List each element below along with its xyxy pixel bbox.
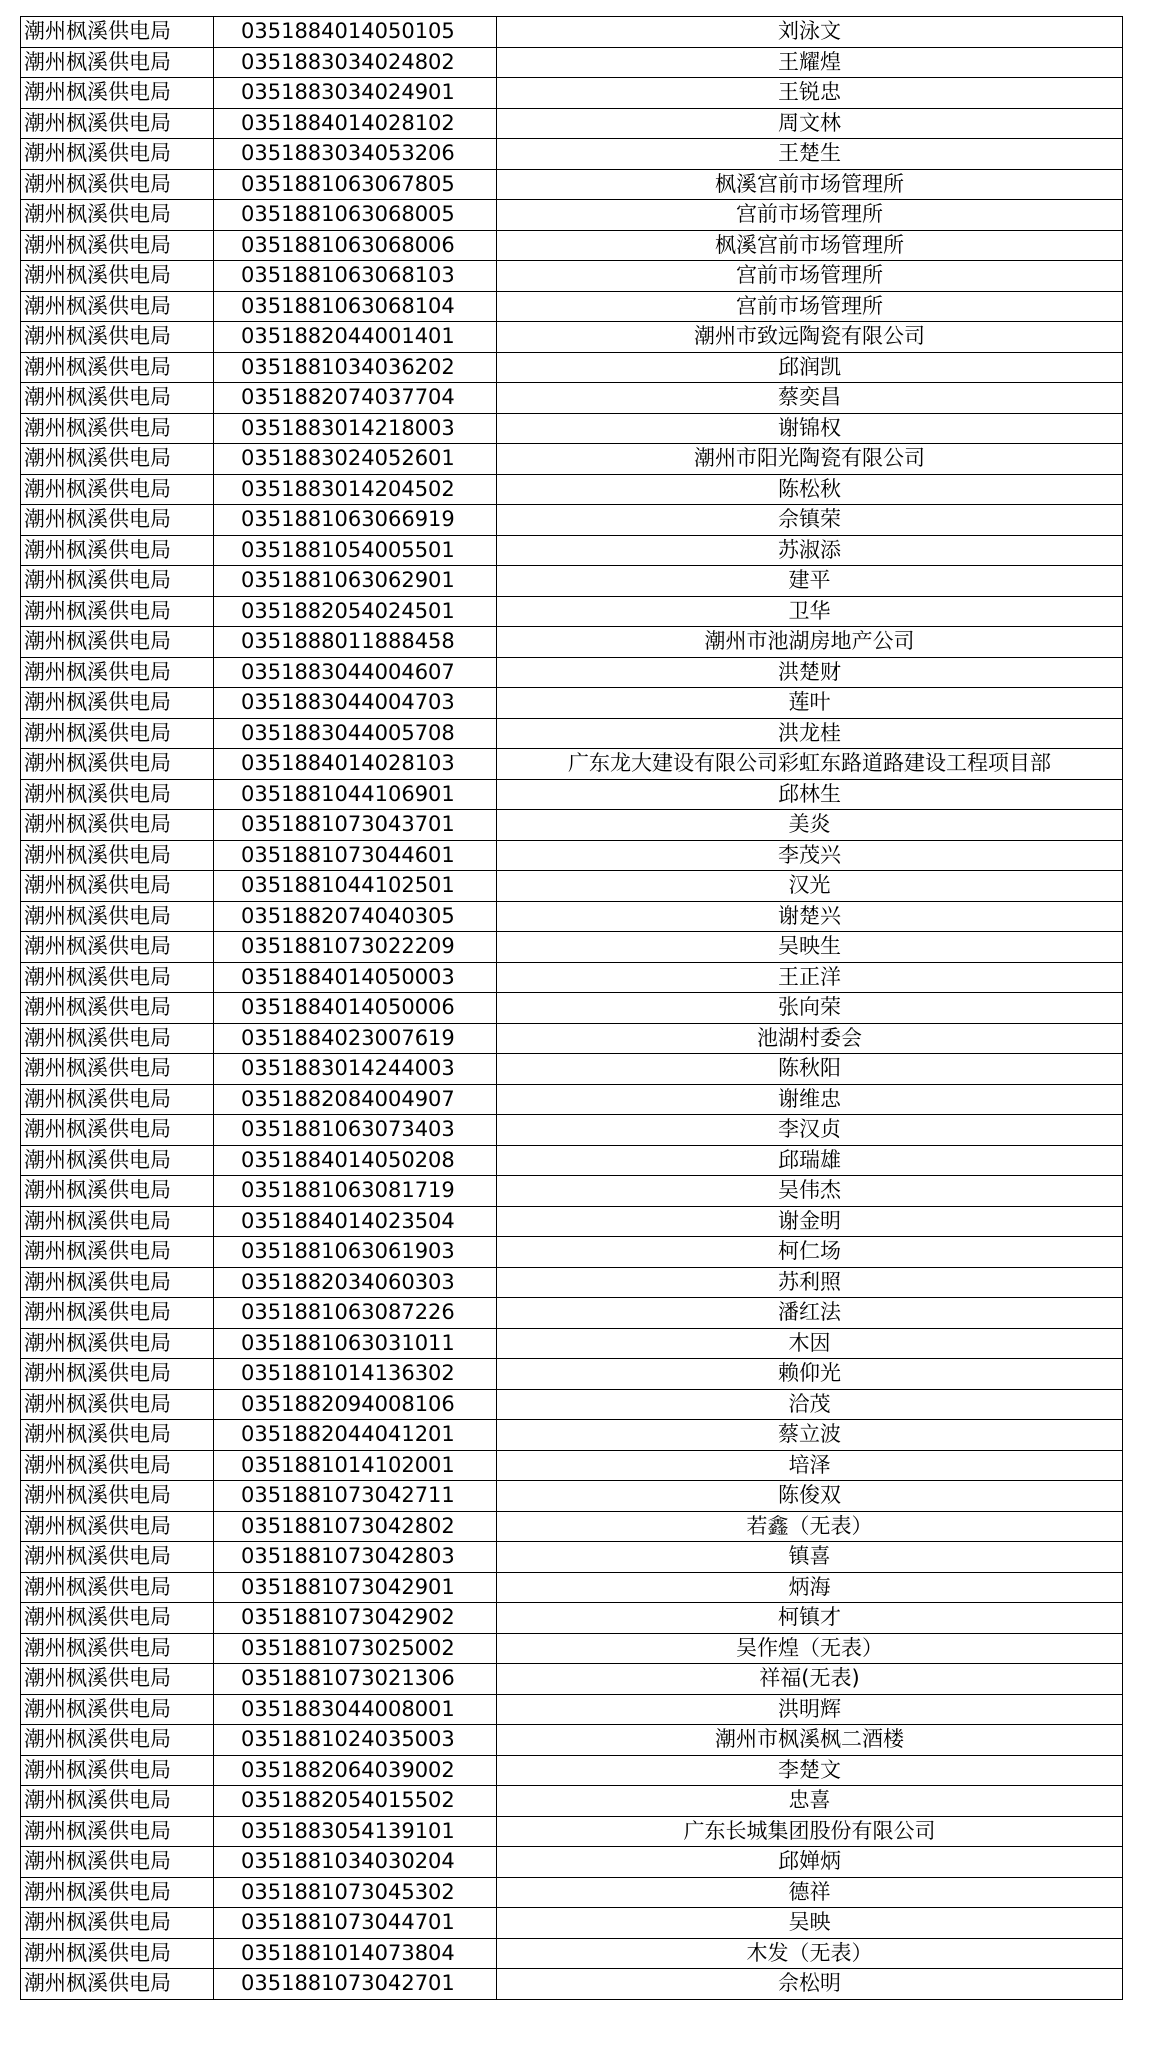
bureau-cell: 潮州枫溪供电局 (21, 1725, 214, 1756)
table-row (21, 1694, 1123, 1725)
bureau-cell: 潮州枫溪供电局 (21, 1481, 214, 1512)
customer-name-cell: 邱婵炳 (497, 1847, 1123, 1878)
table-row (21, 352, 1123, 383)
customer-name-cell: 镇喜 (497, 1542, 1123, 1573)
customer-name-cell: 佘镇荣 (497, 505, 1123, 536)
table-row (21, 1023, 1123, 1054)
table-row (21, 810, 1123, 841)
bureau-cell: 潮州枫溪供电局 (21, 596, 214, 627)
table-row (21, 1237, 1123, 1268)
customer-name-cell: 若鑫（无表） (497, 1511, 1123, 1542)
bureau-cell: 潮州枫溪供电局 (21, 1572, 214, 1603)
table-row (21, 962, 1123, 993)
account-number-cell: 0351883014244003 (214, 1054, 497, 1085)
customer-table (20, 16, 1123, 2000)
account-number-cell: 0351883034024802 (214, 47, 497, 78)
bureau-cell: 潮州枫溪供电局 (21, 1908, 214, 1939)
bureau-cell: 潮州枫溪供电局 (21, 627, 214, 658)
table-row (21, 749, 1123, 780)
customer-name-cell: 陈秋阳 (497, 1054, 1123, 1085)
customer-name-cell: 洽茂 (497, 1389, 1123, 1420)
account-number-cell: 0351881024035003 (214, 1725, 497, 1756)
table-row (21, 1450, 1123, 1481)
account-number-cell: 0351881073045302 (214, 1877, 497, 1908)
table-row (21, 17, 1123, 48)
account-number-cell: 0351881063068104 (214, 291, 497, 322)
account-number-cell: 0351881073042802 (214, 1511, 497, 1542)
table-row (21, 1847, 1123, 1878)
table-row (21, 1389, 1123, 1420)
bureau-cell: 潮州枫溪供电局 (21, 1359, 214, 1390)
customer-name-cell: 德祥 (497, 1877, 1123, 1908)
bureau-cell: 潮州枫溪供电局 (21, 139, 214, 170)
customer-name-cell: 吴伟杰 (497, 1176, 1123, 1207)
table-row (21, 871, 1123, 902)
bureau-cell: 潮州枫溪供电局 (21, 810, 214, 841)
table-row (21, 139, 1123, 170)
customer-table-body (21, 17, 1123, 2000)
customer-name-cell: 忠喜 (497, 1786, 1123, 1817)
account-number-cell: 0351884014050006 (214, 993, 497, 1024)
bureau-cell: 潮州枫溪供电局 (21, 1755, 214, 1786)
customer-name-cell: 柯仁场 (497, 1237, 1123, 1268)
bureau-cell: 潮州枫溪供电局 (21, 1145, 214, 1176)
table-row (21, 1969, 1123, 2000)
customer-name-cell: 木因 (497, 1328, 1123, 1359)
bureau-cell: 潮州枫溪供电局 (21, 505, 214, 536)
account-number-cell: 0351884014050003 (214, 962, 497, 993)
bureau-cell: 潮州枫溪供电局 (21, 17, 214, 48)
table-row (21, 108, 1123, 139)
bureau-cell: 潮州枫溪供电局 (21, 1969, 214, 2000)
account-number-cell: 0351881073022209 (214, 932, 497, 963)
table-row (21, 1267, 1123, 1298)
customer-name-cell: 蔡奕昌 (497, 383, 1123, 414)
account-number-cell: 0351888011888458 (214, 627, 497, 658)
table-row (21, 169, 1123, 200)
table-row (21, 932, 1123, 963)
customer-name-cell: 宫前市场管理所 (497, 200, 1123, 231)
customer-name-cell: 洪明辉 (497, 1694, 1123, 1725)
table-row (21, 1054, 1123, 1085)
account-number-cell: 0351883044008001 (214, 1694, 497, 1725)
bureau-cell: 潮州枫溪供电局 (21, 1603, 214, 1634)
bureau-cell: 潮州枫溪供电局 (21, 1084, 214, 1115)
table-row (21, 291, 1123, 322)
bureau-cell: 潮州枫溪供电局 (21, 1786, 214, 1817)
table-row (21, 1908, 1123, 1939)
account-number-cell: 0351883054139101 (214, 1816, 497, 1847)
customer-name-cell: 李汉贞 (497, 1115, 1123, 1146)
customer-name-cell: 潘红法 (497, 1298, 1123, 1329)
bureau-cell: 潮州枫溪供电局 (21, 718, 214, 749)
table-row (21, 1755, 1123, 1786)
bureau-cell: 潮州枫溪供电局 (21, 444, 214, 475)
bureau-cell: 潮州枫溪供电局 (21, 230, 214, 261)
table-row (21, 1603, 1123, 1634)
bureau-cell: 潮州枫溪供电局 (21, 1115, 214, 1146)
table-row (21, 383, 1123, 414)
bureau-cell: 潮州枫溪供电局 (21, 1542, 214, 1573)
account-number-cell: 0351881014136302 (214, 1359, 497, 1390)
bureau-cell: 潮州枫溪供电局 (21, 108, 214, 139)
account-number-cell: 0351881044106901 (214, 779, 497, 810)
customer-name-cell: 谢楚兴 (497, 901, 1123, 932)
table-row (21, 779, 1123, 810)
account-number-cell: 0351884023007619 (214, 1023, 497, 1054)
table-row (21, 200, 1123, 231)
table-row (21, 1420, 1123, 1451)
bureau-cell: 潮州枫溪供电局 (21, 1389, 214, 1420)
customer-name-cell: 潮州市阳光陶瓷有限公司 (497, 444, 1123, 475)
customer-name-cell: 培泽 (497, 1450, 1123, 1481)
table-row (21, 1206, 1123, 1237)
customer-name-cell: 谢金明 (497, 1206, 1123, 1237)
customer-name-cell: 谢维忠 (497, 1084, 1123, 1115)
customer-name-cell: 吴映生 (497, 932, 1123, 963)
account-number-cell: 0351881063031011 (214, 1328, 497, 1359)
account-number-cell: 0351882074040305 (214, 901, 497, 932)
customer-name-cell: 池湖村委会 (497, 1023, 1123, 1054)
account-number-cell: 0351881063081719 (214, 1176, 497, 1207)
table-row (21, 78, 1123, 109)
bureau-cell: 潮州枫溪供电局 (21, 47, 214, 78)
table-row (21, 535, 1123, 566)
customer-name-cell: 广东长城集团股份有限公司 (497, 1816, 1123, 1847)
customer-name-cell: 枫溪宫前市场管理所 (497, 169, 1123, 200)
customer-name-cell: 王楚生 (497, 139, 1123, 170)
customer-name-cell: 宫前市场管理所 (497, 291, 1123, 322)
customer-name-cell: 邱润凯 (497, 352, 1123, 383)
customer-name-cell: 炳海 (497, 1572, 1123, 1603)
account-number-cell: 0351881073042902 (214, 1603, 497, 1634)
table-row (21, 1298, 1123, 1329)
table-row (21, 993, 1123, 1024)
account-number-cell: 0351881063068005 (214, 200, 497, 231)
account-number-cell: 0351881073044601 (214, 840, 497, 871)
table-row (21, 322, 1123, 353)
account-number-cell: 0351881063068006 (214, 230, 497, 261)
table-row (21, 444, 1123, 475)
account-number-cell: 0351883044005708 (214, 718, 497, 749)
bureau-cell: 潮州枫溪供电局 (21, 749, 214, 780)
table-row (21, 261, 1123, 292)
table-row (21, 566, 1123, 597)
bureau-cell: 潮州枫溪供电局 (21, 1237, 214, 1268)
table-row (21, 230, 1123, 261)
account-number-cell: 0351881073021306 (214, 1664, 497, 1695)
table-row (21, 1481, 1123, 1512)
account-number-cell: 0351881063066919 (214, 505, 497, 536)
account-number-cell: 0351881063068103 (214, 261, 497, 292)
account-number-cell: 0351881073043701 (214, 810, 497, 841)
bureau-cell: 潮州枫溪供电局 (21, 535, 214, 566)
table-row (21, 1786, 1123, 1817)
bureau-cell: 潮州枫溪供电局 (21, 1816, 214, 1847)
account-number-cell: 0351884014028102 (214, 108, 497, 139)
customer-name-cell: 谢锦权 (497, 413, 1123, 444)
bureau-cell: 潮州枫溪供电局 (21, 352, 214, 383)
account-number-cell: 0351881044102501 (214, 871, 497, 902)
account-number-cell: 0351881014102001 (214, 1450, 497, 1481)
customer-name-cell: 吴映 (497, 1908, 1123, 1939)
bureau-cell: 潮州枫溪供电局 (21, 688, 214, 719)
table-row (21, 47, 1123, 78)
customer-name-cell: 佘松明 (497, 1969, 1123, 2000)
bureau-cell: 潮州枫溪供电局 (21, 901, 214, 932)
table-row (21, 657, 1123, 688)
account-number-cell: 0351881014073804 (214, 1938, 497, 1969)
customer-name-cell: 潮州市池湖房地产公司 (497, 627, 1123, 658)
table-row (21, 1145, 1123, 1176)
table-row (21, 596, 1123, 627)
bureau-cell: 潮州枫溪供电局 (21, 566, 214, 597)
bureau-cell: 潮州枫溪供电局 (21, 1877, 214, 1908)
customer-name-cell: 洪龙桂 (497, 718, 1123, 749)
bureau-cell: 潮州枫溪供电局 (21, 932, 214, 963)
customer-name-cell: 汉光 (497, 871, 1123, 902)
account-number-cell: 0351881073042711 (214, 1481, 497, 1512)
customer-name-cell: 祥福(无表) (497, 1664, 1123, 1695)
account-number-cell: 0351884014023504 (214, 1206, 497, 1237)
customer-name-cell: 李茂兴 (497, 840, 1123, 871)
account-number-cell: 0351882064039002 (214, 1755, 497, 1786)
table-row (21, 1877, 1123, 1908)
account-number-cell: 0351883014204502 (214, 474, 497, 505)
table-row (21, 627, 1123, 658)
bureau-cell: 潮州枫溪供电局 (21, 474, 214, 505)
customer-name-cell: 柯镇才 (497, 1603, 1123, 1634)
bureau-cell: 潮州枫溪供电局 (21, 1694, 214, 1725)
table-row (21, 1542, 1123, 1573)
table-row (21, 1511, 1123, 1542)
customer-name-cell: 赖仰光 (497, 1359, 1123, 1390)
customer-name-cell: 刘泳文 (497, 17, 1123, 48)
customer-name-cell: 李楚文 (497, 1755, 1123, 1786)
customer-name-cell: 陈松秋 (497, 474, 1123, 505)
account-number-cell: 0351881073042701 (214, 1969, 497, 2000)
account-number-cell: 0351881063087226 (214, 1298, 497, 1329)
table-row (21, 1084, 1123, 1115)
customer-name-cell: 宫前市场管理所 (497, 261, 1123, 292)
bureau-cell: 潮州枫溪供电局 (21, 1176, 214, 1207)
bureau-cell: 潮州枫溪供电局 (21, 1267, 214, 1298)
bureau-cell: 潮州枫溪供电局 (21, 1023, 214, 1054)
account-number-cell: 0351881063061903 (214, 1237, 497, 1268)
customer-name-cell: 枫溪宫前市场管理所 (497, 230, 1123, 261)
customer-name-cell: 邱林生 (497, 779, 1123, 810)
account-number-cell: 0351882074037704 (214, 383, 497, 414)
customer-name-cell: 陈俊双 (497, 1481, 1123, 1512)
table-row (21, 1328, 1123, 1359)
bureau-cell: 潮州枫溪供电局 (21, 962, 214, 993)
bureau-cell: 潮州枫溪供电局 (21, 657, 214, 688)
table-row (21, 413, 1123, 444)
bureau-cell: 潮州枫溪供电局 (21, 1054, 214, 1085)
bureau-cell: 潮州枫溪供电局 (21, 779, 214, 810)
table-row (21, 505, 1123, 536)
account-number-cell: 0351881073025002 (214, 1633, 497, 1664)
bureau-cell: 潮州枫溪供电局 (21, 1420, 214, 1451)
account-number-cell: 0351882044001401 (214, 322, 497, 353)
customer-name-cell: 建平 (497, 566, 1123, 597)
customer-name-cell: 王锐忠 (497, 78, 1123, 109)
customer-name-cell: 卫华 (497, 596, 1123, 627)
account-number-cell: 0351882044041201 (214, 1420, 497, 1451)
table-row (21, 474, 1123, 505)
bureau-cell: 潮州枫溪供电局 (21, 169, 214, 200)
account-number-cell: 0351883014218003 (214, 413, 497, 444)
table-row (21, 901, 1123, 932)
account-number-cell: 0351881073042803 (214, 1542, 497, 1573)
table-row (21, 840, 1123, 871)
customer-name-cell: 潮州市致远陶瓷有限公司 (497, 322, 1123, 353)
account-number-cell: 0351884014050105 (214, 17, 497, 48)
table-row (21, 1176, 1123, 1207)
customer-name-cell: 广东龙大建设有限公司彩虹东路道路建设工程项目部 (497, 749, 1123, 780)
bureau-cell: 潮州枫溪供电局 (21, 1511, 214, 1542)
account-number-cell: 0351882054015502 (214, 1786, 497, 1817)
account-number-cell: 0351881063073403 (214, 1115, 497, 1146)
bureau-cell: 潮州枫溪供电局 (21, 1298, 214, 1329)
customer-name-cell: 周文林 (497, 108, 1123, 139)
bureau-cell: 潮州枫溪供电局 (21, 1328, 214, 1359)
bureau-cell: 潮州枫溪供电局 (21, 840, 214, 871)
table-row (21, 1725, 1123, 1756)
account-number-cell: 0351881034030204 (214, 1847, 497, 1878)
bureau-cell: 潮州枫溪供电局 (21, 322, 214, 353)
account-number-cell: 0351884014028103 (214, 749, 497, 780)
customer-name-cell: 吴作煌（无表） (497, 1633, 1123, 1664)
table-row (21, 1633, 1123, 1664)
account-number-cell: 0351881034036202 (214, 352, 497, 383)
account-number-cell: 0351882094008106 (214, 1389, 497, 1420)
account-number-cell: 0351883034053206 (214, 139, 497, 170)
account-number-cell: 0351883044004703 (214, 688, 497, 719)
customer-name-cell: 王正洋 (497, 962, 1123, 993)
bureau-cell: 潮州枫溪供电局 (21, 1847, 214, 1878)
customer-name-cell: 蔡立波 (497, 1420, 1123, 1451)
table-row (21, 1664, 1123, 1695)
account-number-cell: 0351882084004907 (214, 1084, 497, 1115)
bureau-cell: 潮州枫溪供电局 (21, 200, 214, 231)
account-number-cell: 0351882034060303 (214, 1267, 497, 1298)
bureau-cell: 潮州枫溪供电局 (21, 1206, 214, 1237)
customer-name-cell: 苏淑添 (497, 535, 1123, 566)
account-number-cell: 0351884014050208 (214, 1145, 497, 1176)
bureau-cell: 潮州枫溪供电局 (21, 78, 214, 109)
table-row (21, 1572, 1123, 1603)
bureau-cell: 潮州枫溪供电局 (21, 383, 214, 414)
account-number-cell: 0351883024052601 (214, 444, 497, 475)
bureau-cell: 潮州枫溪供电局 (21, 1633, 214, 1664)
bureau-cell: 潮州枫溪供电局 (21, 993, 214, 1024)
account-number-cell: 0351881054005501 (214, 535, 497, 566)
bureau-cell: 潮州枫溪供电局 (21, 1664, 214, 1695)
bureau-cell: 潮州枫溪供电局 (21, 413, 214, 444)
bureau-cell: 潮州枫溪供电局 (21, 1938, 214, 1969)
customer-name-cell: 洪楚财 (497, 657, 1123, 688)
account-number-cell: 0351881073044701 (214, 1908, 497, 1939)
customer-name-cell: 王耀煌 (497, 47, 1123, 78)
account-number-cell: 0351883044004607 (214, 657, 497, 688)
bureau-cell: 潮州枫溪供电局 (21, 261, 214, 292)
account-number-cell: 0351881063067805 (214, 169, 497, 200)
table-row (21, 688, 1123, 719)
table-row (21, 1115, 1123, 1146)
customer-name-cell: 美炎 (497, 810, 1123, 841)
customer-name-cell: 苏利照 (497, 1267, 1123, 1298)
account-number-cell: 0351882054024501 (214, 596, 497, 627)
table-row (21, 1816, 1123, 1847)
account-number-cell: 0351883034024901 (214, 78, 497, 109)
table-row (21, 1938, 1123, 1969)
account-number-cell: 0351881063062901 (214, 566, 497, 597)
account-number-cell: 0351881073042901 (214, 1572, 497, 1603)
customer-name-cell: 邱瑞雄 (497, 1145, 1123, 1176)
customer-name-cell: 潮州市枫溪枫二酒楼 (497, 1725, 1123, 1756)
bureau-cell: 潮州枫溪供电局 (21, 871, 214, 902)
customer-name-cell: 莲叶 (497, 688, 1123, 719)
customer-name-cell: 木发（无表） (497, 1938, 1123, 1969)
table-row (21, 718, 1123, 749)
table-row (21, 1359, 1123, 1390)
bureau-cell: 潮州枫溪供电局 (21, 291, 214, 322)
bureau-cell: 潮州枫溪供电局 (21, 1450, 214, 1481)
customer-name-cell: 张向荣 (497, 993, 1123, 1024)
